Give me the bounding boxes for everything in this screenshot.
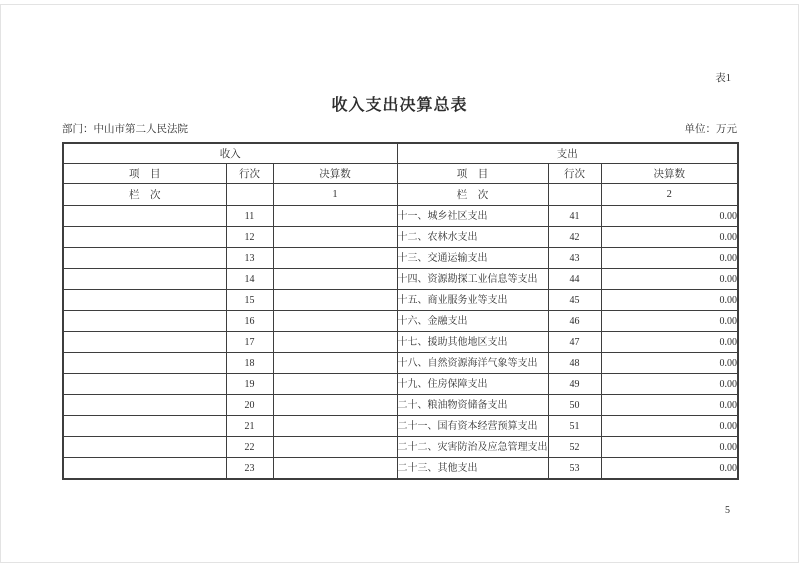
table-row [63, 269, 738, 290]
income-amount-cell [273, 332, 397, 353]
expense-item-cell: 十一、城乡社区支出 [397, 206, 548, 227]
income-item-cell [63, 458, 226, 480]
expense-amount-cell: 0.00 [601, 269, 738, 290]
income-item-cell [63, 269, 226, 290]
income-rowno-cell: 23 [226, 458, 273, 480]
expense-amount-cell: 0.00 [601, 458, 738, 480]
expense-rowno-cell: 45 [548, 290, 601, 311]
expense-rowno-header: 行次 [548, 164, 601, 184]
income-item-cell [63, 395, 226, 416]
meta-row [62, 121, 737, 136]
income-amount-cell [273, 311, 397, 332]
column-index-row [63, 184, 738, 206]
income-item-cell [63, 353, 226, 374]
income-column-index: 1 [273, 184, 397, 206]
income-item-cell [63, 311, 226, 332]
expense-amount-cell: 0.00 [601, 437, 738, 458]
sheet-label: 表1 [715, 73, 731, 84]
expense-item-cell: 十二、农林水支出 [397, 227, 548, 248]
table-row [63, 248, 738, 269]
expense-item-cell: 十四、资源勘探工业信息等支出 [397, 269, 548, 290]
expense-rowno-cell: 41 [548, 206, 601, 227]
expense-rowno-cell: 49 [548, 374, 601, 395]
income-rowno-header: 行次 [226, 164, 273, 184]
expense-item-cell: 十五、商业服务业等支出 [397, 290, 548, 311]
expense-rowno-cell: 44 [548, 269, 601, 290]
income-item-cell [63, 290, 226, 311]
column-header-row [63, 164, 738, 184]
unit-label: 单位：万元 [684, 124, 737, 135]
expense-item-cell: 二十、粮油物资储备支出 [397, 395, 548, 416]
expense-item-cell: 十六、金融支出 [397, 311, 548, 332]
income-item-cell [63, 227, 226, 248]
income-item-cell [63, 374, 226, 395]
expense-amount-cell: 0.00 [601, 248, 738, 269]
table-row [63, 437, 738, 458]
income-item-header: 项 目 [63, 164, 226, 184]
page-number: 5 [725, 505, 730, 516]
expense-rowno-cell: 53 [548, 458, 601, 480]
income-lanci-rowno [226, 184, 273, 206]
table-row [63, 458, 738, 480]
income-rowno-cell: 14 [226, 269, 273, 290]
income-rowno-cell: 11 [226, 206, 273, 227]
table-row [63, 416, 738, 437]
expense-item-cell: 十三、交通运输支出 [397, 248, 548, 269]
income-amount-cell [273, 395, 397, 416]
income-lanci-label: 栏 次 [63, 184, 226, 206]
expense-lanci-rowno [548, 184, 601, 206]
table-row [63, 332, 738, 353]
income-rowno-cell: 21 [226, 416, 273, 437]
expense-item-cell: 十八、自然资源海洋气象等支出 [397, 353, 548, 374]
department-label: 部门：中山市第二人民法院 [62, 124, 188, 135]
expense-amount-cell: 0.00 [601, 311, 738, 332]
income-item-cell [63, 416, 226, 437]
expense-amount-cell: 0.00 [601, 353, 738, 374]
expense-item-cell: 十七、援助其他地区支出 [397, 332, 548, 353]
expense-rowno-cell: 47 [548, 332, 601, 353]
income-rowno-cell: 16 [226, 311, 273, 332]
expense-rowno-cell: 50 [548, 395, 601, 416]
income-item-cell [63, 437, 226, 458]
table-row [63, 353, 738, 374]
expense-rowno-cell: 43 [548, 248, 601, 269]
expense-amount-cell: 0.00 [601, 395, 738, 416]
income-rowno-cell: 20 [226, 395, 273, 416]
income-rowno-cell: 19 [226, 374, 273, 395]
expense-item-header: 项 目 [397, 164, 548, 184]
table-row [63, 206, 738, 227]
income-rowno-cell: 22 [226, 437, 273, 458]
income-rowno-cell: 12 [226, 227, 273, 248]
expense-item-cell: 二十三、其他支出 [397, 458, 548, 480]
income-amount-header: 决算数 [273, 164, 397, 184]
income-amount-cell [273, 206, 397, 227]
table-row [63, 395, 738, 416]
expense-amount-cell: 0.00 [601, 416, 738, 437]
expense-rowno-cell: 51 [548, 416, 601, 437]
income-rowno-cell: 17 [226, 332, 273, 353]
income-amount-cell [273, 269, 397, 290]
expense-rowno-cell: 52 [548, 437, 601, 458]
expense-rowno-cell: 48 [548, 353, 601, 374]
expense-item-cell: 二十二、灾害防治及应急管理支出 [397, 437, 548, 458]
table-row [63, 311, 738, 332]
expense-item-cell: 二十一、国有资本经营预算支出 [397, 416, 548, 437]
income-rowno-cell: 15 [226, 290, 273, 311]
income-item-cell [63, 206, 226, 227]
table-row [63, 290, 738, 311]
income-item-cell [63, 332, 226, 353]
income-amount-cell [273, 290, 397, 311]
expense-amount-cell: 0.00 [601, 332, 738, 353]
expense-amount-header: 决算数 [601, 164, 738, 184]
expense-amount-cell: 0.00 [601, 290, 738, 311]
expense-rowno-cell: 46 [548, 311, 601, 332]
table-row [63, 374, 738, 395]
income-rowno-cell: 13 [226, 248, 273, 269]
budget-summary-table [62, 142, 739, 480]
expense-lanci-label: 栏 次 [397, 184, 548, 206]
income-amount-cell [273, 227, 397, 248]
expense-amount-cell: 0.00 [601, 227, 738, 248]
expense-item-cell: 十九、住房保障支出 [397, 374, 548, 395]
income-amount-cell [273, 416, 397, 437]
table-row [63, 227, 738, 248]
income-amount-cell [273, 374, 397, 395]
income-amount-cell [273, 437, 397, 458]
expense-section-header: 支出 [397, 143, 738, 164]
income-amount-cell [273, 248, 397, 269]
income-amount-cell [273, 458, 397, 480]
income-rowno-cell: 18 [226, 353, 273, 374]
section-header-row [63, 143, 738, 164]
income-section-header: 收入 [63, 143, 397, 164]
page-title: 收入支出决算总表 [331, 97, 468, 114]
income-amount-cell [273, 353, 397, 374]
expense-amount-cell: 0.00 [601, 206, 738, 227]
expense-amount-cell: 0.00 [601, 374, 738, 395]
expense-rowno-cell: 42 [548, 227, 601, 248]
income-item-cell [63, 248, 226, 269]
expense-column-index: 2 [601, 184, 738, 206]
